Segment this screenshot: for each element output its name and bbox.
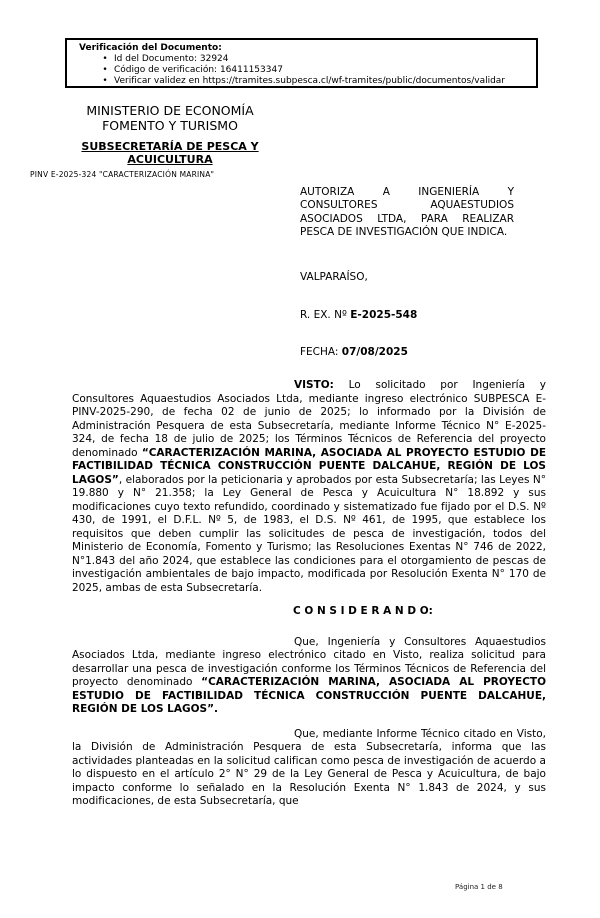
organization-header bbox=[28, 103, 312, 166]
subsecretaria-title: SUBSECRETARÍA DE PESCA Y ACUICULTURA bbox=[81, 140, 259, 166]
page-number: Página 1 de 8 bbox=[455, 883, 503, 891]
resolution-date bbox=[300, 346, 408, 358]
pinv-reference: PINV E-2025-324 "CARACTERIZACIÓN MARINA" bbox=[30, 170, 215, 179]
resolution-number-label: R. EX. Nº bbox=[300, 309, 351, 321]
bullet-icon: • bbox=[102, 54, 108, 64]
considerando-paragraph: Que, Ingeniería y Consultores Aquaestudios Asociados Ltda, mediante ingreso electrónico citado en Visto, realiza solicitud para desarrollar una pesca de investigación conforme los Términos Técnicos de Referencia del proyecto denominado “CARACTERIZACIÓN MARINA, ASOCIADA AL PROYECTO ESTUDIO DE FACTIBILIDAD TÉCNICA CONSTRUCCIÓN PUENTE DALCAHUE, REGIÓN DE LOS LAGOS”. bbox=[72, 635, 546, 715]
resolution-number-value: E-2025-548 bbox=[350, 309, 418, 321]
verification-item-code bbox=[79, 65, 530, 76]
resolution-number bbox=[300, 309, 417, 321]
verification-item-text: Id del Documento: 32924 bbox=[114, 54, 229, 64]
resolution-subject: AUTORIZA A INGENIERÍA Y CONSULTORES AQUAESTUDIOS ASOCIADOS LTDA, PARA REALIZAR PESCA DE INVESTIGACIÓN QUE INDICA. bbox=[300, 186, 514, 239]
ministry-name-line2: FOMENTO Y TURISMO bbox=[102, 118, 238, 133]
considerando-paragraph: Que, mediante Informe Técnico citado en Visto, la División de Administración Pesquera de esta Subsecretaría, informa que las actividades planteadas en la solicitud califican como pesca de investigación de acuerdo a lo dispuesto en el artículo 2° N° 29 de la Ley General de Pesca y Acuicultura, de bajo impacto conforme lo señalado en la Resolución Exenta N° 1.843 de 2024, y sus modificaciones, de esta Subsecretaría, que bbox=[72, 727, 546, 807]
verification-box bbox=[65, 38, 538, 88]
resolution-city: VALPARAÍSO, bbox=[300, 271, 368, 283]
verification-title: Verificación del Documento: bbox=[79, 43, 222, 53]
considerando-heading: C O N S I D E R A N D O: bbox=[293, 605, 433, 617]
verification-item-text: Código de verificación: 16411153347 bbox=[114, 65, 283, 75]
document-body bbox=[72, 379, 546, 809]
verification-item-url bbox=[79, 76, 530, 87]
resolution-date-label: FECHA: bbox=[300, 346, 342, 358]
ministry-name-line1: MINISTERIO DE ECONOMÍA bbox=[86, 103, 254, 118]
bullet-icon: • bbox=[102, 76, 108, 86]
visto-paragraph: VISTO: Lo solicitado por Ingeniería y Consultores Aquaestudios Asociados Ltda, mediante ingreso electrónico SUBPESCA E-PINV-2025-290, de fecha 02 de junio de 2025; lo informado por la División de Administración Pesquera de esta Subsecretaría, mediante Informe Técnico N° E-2025-324, de fecha 18 de julio de 2025; los Términos Técnicos de Referencia del proyecto denominado “CARACTERIZACIÓN MARINA, ASOCIADA AL PROYECTO ESTUDIO DE FACTIBILIDAD TÉCNICA CONSTRUCCIÓN PUENTE DALCAHUE, REGIÓN DE LOS LAGOS”, elaborados por la peticionaria y aprobados por esta Subsecretaría; las Leyes N° 19.880 y N° 21.358; la Ley General de Pesca y Acuicultura N° 18.892 y sus modificaciones cuyo texto refundido, coordinado y sistematizado fue fijado por el D.S. Nº 430, de 1991, el D.F.L. Nº 5, de 1983, el D.S. Nº 461, de 1995, que establece los requisitos que deben cumplir las solicitudes de pesca de investigación, todos del Ministerio de Economía, Fomento y Turismo; las Resoluciones Exentas N° 746 de 2022, N°1.843 del año 2024, que establece las condiciones para el otorgamiento de pescas de investigación ambientales de bajo impacto, modificada por Resolución Exenta N° 170 de 2025, ambas de esta Subsecretaría. bbox=[72, 379, 546, 594]
verification-item-text: Verificar validez en https://tramites.subpesca.cl/wf-tramites/public/documentos/validar bbox=[114, 76, 506, 86]
bullet-icon: • bbox=[102, 65, 108, 75]
verification-item-document-id bbox=[79, 54, 530, 65]
resolution-date-value: 07/08/2025 bbox=[341, 346, 408, 358]
